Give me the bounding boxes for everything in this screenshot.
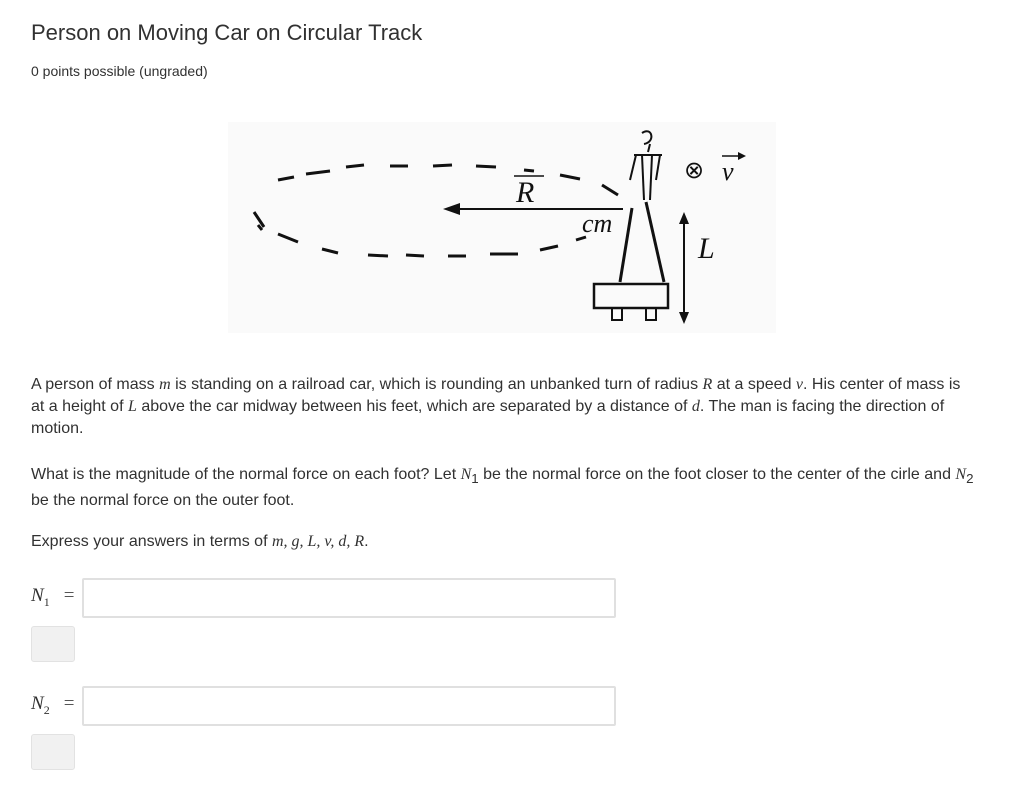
n2-label: $N_2$ =: [31, 693, 75, 717]
track-dash: [278, 177, 294, 180]
track-dash: [476, 166, 496, 167]
height-arrowhead-top: [679, 212, 689, 224]
radius-arrowhead: [443, 203, 460, 215]
track-dash: [433, 165, 452, 166]
n1-label: $N_1$ =: [31, 585, 75, 609]
n2-answer-input[interactable]: [82, 686, 616, 726]
track-diagram: [228, 122, 776, 333]
velocity-vector-arrowhead: [738, 152, 746, 160]
n1-preview-box: [31, 626, 75, 662]
track-dash: [524, 170, 534, 171]
car-wheel: [612, 308, 622, 320]
person-figure: [620, 131, 664, 282]
track-dash: [346, 165, 364, 167]
track-dash: [560, 175, 580, 179]
height-label: L: [698, 232, 715, 265]
track-dash: [306, 171, 330, 174]
car-wheel: [646, 308, 656, 320]
problem-statement: A person of mass m is standing on a railroad car, which is rounding an unbanked turn of radius R at a speed v. His center of mass is at a height of L above the car midway between his feet, which are separated by a distance of d. The man is facing the direction of motion.: [31, 376, 961, 437]
radius-label: R: [516, 176, 535, 209]
into-page-icon: ⊗: [684, 156, 705, 184]
n2-preview-box: [31, 734, 75, 770]
problem-title: Person on Moving Car on Circular Track: [31, 20, 423, 45]
points-possible: 0 points possible (ungraded): [31, 63, 208, 79]
center-of-mass-label: cm: [582, 209, 613, 238]
track-dash: [406, 255, 424, 256]
track-dash: [278, 234, 298, 242]
track-dash: [368, 255, 388, 256]
question-text: What is the magnitude of the normal force on each foot? Let $N_1$ be the normal force on the foot closer to the center of the cirle and $N_2$ be the normal force on the outer foot.: [31, 466, 974, 510]
track-dash: [540, 246, 558, 250]
railroad-car: [594, 284, 668, 308]
velocity-label: v: [722, 157, 734, 186]
n1-answer-input[interactable]: [82, 578, 616, 618]
track-dash: [602, 185, 618, 195]
height-arrowhead-bottom: [679, 312, 689, 324]
problem-figure: [228, 122, 776, 333]
track-dash: [322, 249, 338, 253]
answer-instructions: Express your answers in terms of m, g, L, v, d, R.: [31, 533, 369, 550]
